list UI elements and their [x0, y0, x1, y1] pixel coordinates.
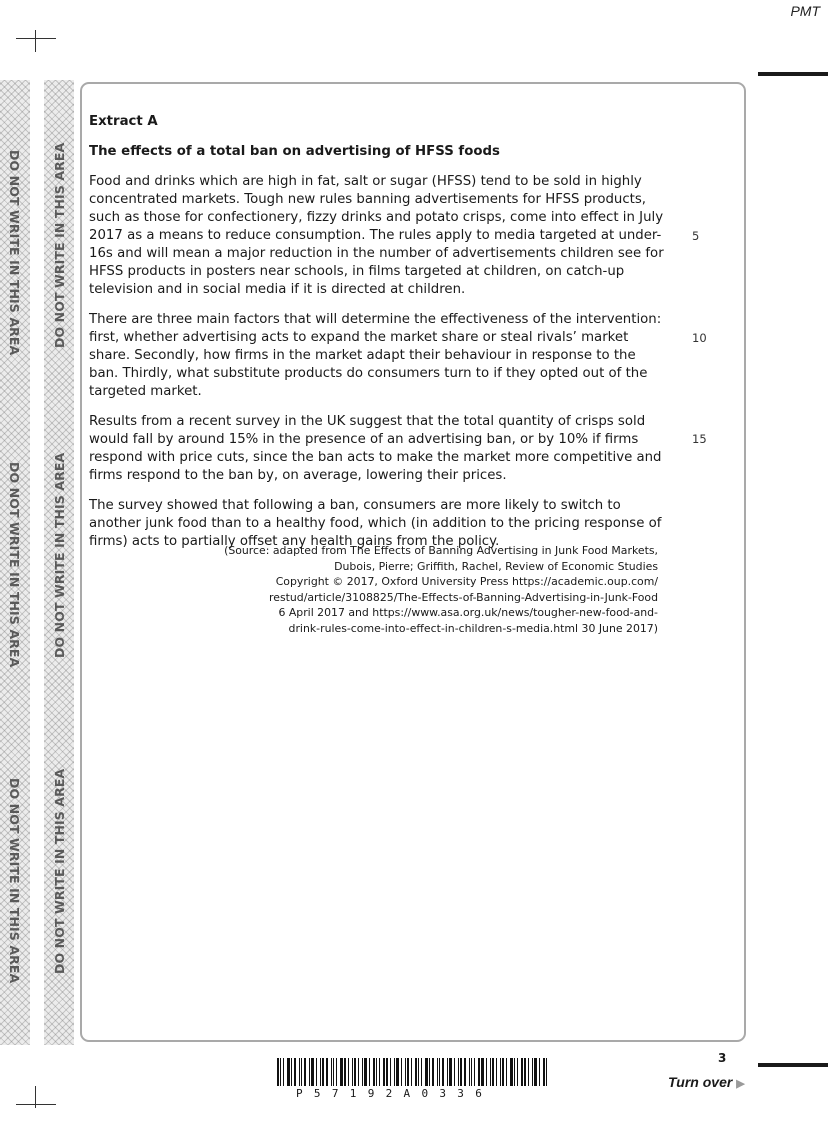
- barcode-bar: [486, 1058, 487, 1086]
- barcode-bar: [294, 1058, 296, 1086]
- barcode-bar: [543, 1058, 545, 1086]
- barcode-bar: [528, 1058, 529, 1086]
- barcode-bar: [521, 1058, 523, 1086]
- barcode-bar: [506, 1058, 507, 1086]
- source-line: (Source: adapted from The Effects of Banning Advertising in Junk Food Markets,: [224, 544, 658, 557]
- source-citation: [218, 543, 658, 636]
- barcode: [277, 1058, 552, 1086]
- barcode-bar: [311, 1058, 314, 1086]
- barcode-bar: [322, 1058, 324, 1086]
- barcode-bar: [464, 1058, 466, 1086]
- crop-mark: [35, 30, 36, 52]
- barcode-bar: [348, 1058, 349, 1086]
- barcode-bar: [309, 1058, 310, 1086]
- barcode-bar: [415, 1058, 417, 1086]
- barcode-bar: [432, 1058, 434, 1086]
- barcode-bar: [460, 1058, 462, 1086]
- barcode-bar: [299, 1058, 300, 1086]
- crop-mark: [16, 38, 56, 39]
- barcode-bar: [344, 1058, 346, 1086]
- turn-over-text: Turn over: [668, 1074, 733, 1090]
- barcode-bar: [481, 1058, 484, 1086]
- barcode-bar: [447, 1058, 448, 1086]
- barcode-bar: [439, 1058, 440, 1086]
- extract-title: The effects of a total ban on advertising of HFSS foods: [89, 144, 500, 159]
- barcode-bar: [471, 1058, 472, 1086]
- barcode-bar: [478, 1058, 480, 1086]
- barcode-bar: [396, 1058, 399, 1086]
- barcode-bar: [287, 1058, 290, 1086]
- extract-content: [89, 113, 669, 563]
- barcode-bar: [454, 1058, 455, 1086]
- barcode-bar: [383, 1058, 385, 1086]
- source-line: Copyright © 2017, Oxford University Press https://academic.oup.com/: [275, 575, 658, 588]
- crop-mark: [35, 1086, 36, 1108]
- page-number: 3: [718, 1051, 727, 1065]
- barcode-bar: [492, 1058, 494, 1086]
- barcode-bar: [539, 1058, 540, 1086]
- barcode-bar: [500, 1058, 501, 1086]
- barcode-bar: [425, 1058, 428, 1086]
- barcode-bar: [411, 1058, 412, 1086]
- barcode-text: P57192A0336: [296, 1087, 494, 1100]
- source-line: 6 April 2017 and https://www.asa.org.uk/news/tougher-new-food-and-: [278, 606, 658, 619]
- barcode-bar: [326, 1058, 328, 1086]
- barcode-bar: [405, 1058, 406, 1086]
- margin-warning: DO NOT WRITE IN THIS AREA: [7, 462, 22, 668]
- barcode-bar: [407, 1058, 409, 1086]
- barcode-bar: [546, 1058, 547, 1086]
- margin-warning: DO NOT WRITE IN THIS AREA: [52, 452, 67, 658]
- barcode-bar: [418, 1058, 419, 1086]
- barcode-bar: [442, 1058, 444, 1086]
- barcode-bar: [376, 1058, 377, 1086]
- barcode-bar: [316, 1058, 317, 1086]
- bottom-right-rule: [758, 1063, 828, 1067]
- barcode-bar: [369, 1058, 370, 1086]
- barcode-bar: [517, 1058, 518, 1086]
- paragraph: Food and drinks which are high in fat, salt or sugar (HFSS) tend to be sold in highly concentrated markets. Tough new rules banning advertisements for HFSS products, such as those for confectionery, fizzy drinks and potato crisps, come into effect in July 2017 as a means to reduce consumption. The rules apply to media targeted at under-16s and will mean a major reduction in the number of advertisements children see for HFSS products in posters near schools, in films targeted at children, on catch-up television and in social media if it is directed at children.: [89, 174, 664, 297]
- barcode-bar: [390, 1058, 391, 1086]
- extract-label: Extract A: [89, 114, 158, 129]
- source-line: Dubois, Pierre; Griffith, Rachel, Review of Economic Studies: [334, 559, 658, 573]
- barcode-bar: [401, 1058, 402, 1086]
- barcode-bar: [364, 1058, 367, 1086]
- barcode-bar: [386, 1058, 388, 1086]
- barcode-bar: [421, 1058, 422, 1086]
- barcode-bar: [352, 1058, 353, 1086]
- margin-warning: DO NOT WRITE IN THIS AREA: [52, 768, 67, 974]
- barcode-bar: [510, 1058, 513, 1086]
- barcode-bar: [429, 1058, 430, 1086]
- barcode-bar: [449, 1058, 452, 1086]
- barcode-bar: [340, 1058, 343, 1086]
- line-number: 15: [692, 432, 707, 446]
- barcode-bar: [291, 1058, 292, 1086]
- barcode-bar: [301, 1058, 302, 1086]
- barcode-bar: [373, 1058, 375, 1086]
- turn-over-label: [668, 1074, 745, 1090]
- barcode-bar: [320, 1058, 321, 1086]
- play-arrow-icon: ▶: [736, 1078, 745, 1090]
- line-number: 5: [692, 229, 700, 243]
- barcode-bar: [394, 1058, 395, 1086]
- barcode-bar: [524, 1058, 526, 1086]
- margin-warning: DO NOT WRITE IN THIS AREA: [52, 142, 67, 348]
- paragraph: There are three main factors that will determine the effectiveness of the intervention: first, whether advertising acts to expand the market share or steal rivals’ market share. Secondly, how firms in the market adapt their behaviour in response to the ban. Thirdly, what substitute products do consumers turn to if they opted out of the targeted market.: [89, 312, 662, 399]
- barcode-bar: [280, 1058, 281, 1086]
- paragraph: The survey showed that following a ban, consumers are more likely to switch to another junk food than to a healthy food, which (in addition to the pricing response of firms) acts to partially offset any health gains from the policy.: [89, 498, 662, 549]
- source-line: drink-rules-come-into-effect-in-children-s-media.html 30 June 2017): [288, 621, 658, 635]
- source-line: restud/article/3108825/The-Effects-of-Banning-Advertising-in-Junk-Food: [269, 590, 658, 604]
- barcode-bar: [490, 1058, 491, 1086]
- barcode-bar: [304, 1058, 306, 1086]
- barcode-bar: [283, 1058, 284, 1086]
- barcode-bar: [336, 1058, 337, 1086]
- barcode-bar: [277, 1058, 279, 1086]
- margin-warning: DO NOT WRITE IN THIS AREA: [7, 150, 22, 356]
- barcode-bar: [532, 1058, 533, 1086]
- barcode-bar: [496, 1058, 497, 1086]
- barcode-bar: [458, 1058, 459, 1086]
- line-number: 10: [692, 331, 707, 345]
- barcode-bar: [358, 1058, 359, 1086]
- barcode-bar: [514, 1058, 515, 1086]
- barcode-bar: [437, 1058, 438, 1086]
- margin-warning: DO NOT WRITE IN THIS AREA: [7, 778, 22, 984]
- paragraph: Results from a recent survey in the UK suggest that the total quantity of crisps sold would fall by around 15% in the presence of an advertising ban, or by 10% if firms respond with price cuts, since the ban acts to make the market more competitive and firms respond to the ban by, on average, lowering their prices.: [89, 414, 662, 483]
- barcode-bar: [331, 1058, 332, 1086]
- barcode-bar: [534, 1058, 537, 1086]
- barcode-bar: [469, 1058, 470, 1086]
- barcode-bar: [362, 1058, 363, 1086]
- barcode-bar: [502, 1058, 504, 1086]
- pmt-label: PMT: [790, 3, 820, 19]
- crop-mark: [16, 1104, 56, 1105]
- barcode-bar: [354, 1058, 356, 1086]
- barcode-bar: [379, 1058, 380, 1086]
- barcode-bar: [333, 1058, 334, 1086]
- barcode-bar: [474, 1058, 475, 1086]
- top-right-rule: [758, 72, 828, 76]
